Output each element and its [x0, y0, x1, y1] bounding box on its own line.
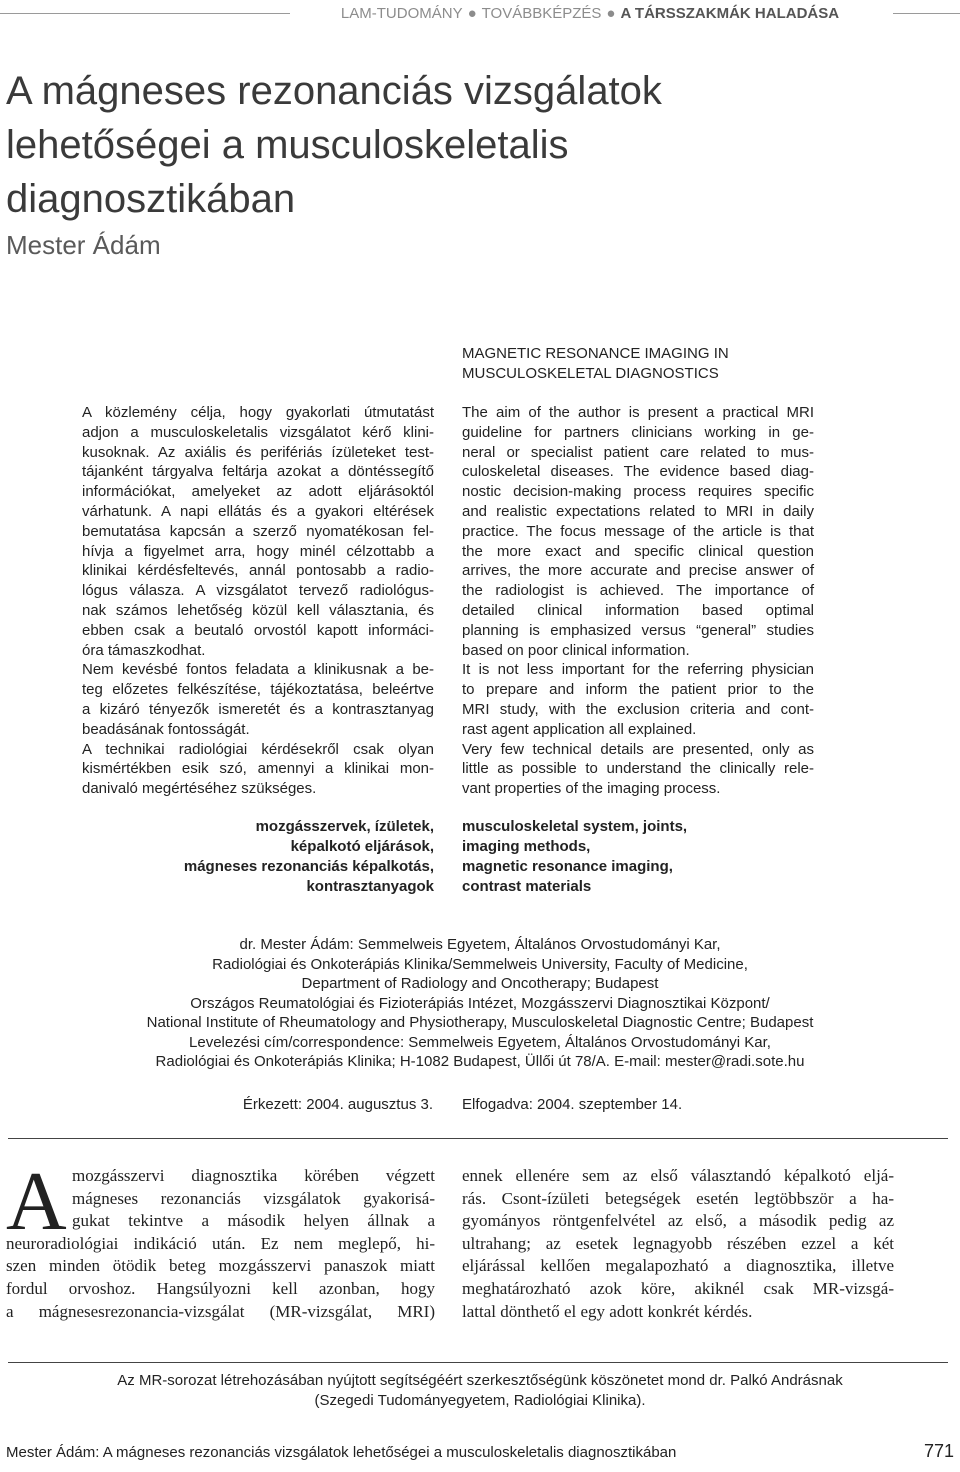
abstract-line: beadásának fontosságát. [82, 720, 250, 738]
english-title-line: MAGNETIC RESONANCE IMAGING IN [462, 345, 729, 362]
keyword-line: képalkotó eljárások, [290, 838, 434, 855]
abstract-line: rast agent application all explained. [462, 720, 697, 738]
header-rule-left [0, 13, 290, 14]
divider [8, 1138, 948, 1139]
abstract-line: neral or specialist patient care related to mus- [462, 443, 814, 461]
affiliation-line: dr. Mester Ádám: Semmelweis Egyetem, Általános Orvostudományi Kar, [239, 936, 721, 953]
article-title [6, 64, 906, 226]
keyword-line: contrast materials [462, 878, 592, 895]
keyword-line: kontrasztanyagok [306, 878, 434, 895]
abstract-line: adjon a musculoskeletalis vizsgálatot kérő klini- [82, 423, 434, 441]
affiliation-line: Radiológiai és Onkoterápiás Klinika; H-1082 Budapest, Üllői út 78/A. E-mail: mester@radi.sote.hu [155, 1053, 805, 1070]
body-line: lattal dönthető el egy adott konkrét kérdés. [462, 1301, 753, 1321]
divider [8, 1362, 948, 1363]
abstract-line: kismértékben esik szó, amennyi a klinikai mon- [82, 760, 434, 778]
keyword-line: musculoskeletal system, joints, [462, 818, 688, 835]
abstract-line: hívja a figyelmet arra, hogy minél célzottabb a [82, 542, 434, 560]
affiliation-line: Department of Radiology and Oncotherapy; Budapest [301, 975, 659, 992]
abstract-hungarian [82, 403, 434, 799]
header-bullet-icon: ● [467, 4, 477, 22]
abstract-line: lógus válasza. A vizsgálatot tervező radiológus- [82, 582, 434, 600]
keyword-line: imaging methods, [462, 838, 591, 855]
header-bullet-icon: ● [606, 4, 616, 22]
header-text [290, 0, 890, 26]
abstract-line: Nem kevésbé fontos feladata a klinikusnak a be- [82, 661, 434, 679]
body-line: a mágnesesrezonancia-vizsgálat (MR-vizsgálat, MRI) [6, 1301, 435, 1321]
abstract-line: Very few technical details are presented, only as [462, 740, 814, 758]
body-line: mágneses rezonanciás vizsgálatok gyakorisá- [72, 1188, 435, 1208]
header-section-2: TOVÁBBKÉPZÉS [481, 4, 602, 22]
acknowledgement-line: Az MR-sorozat létrehozásában nyújtott segítségéért szerkesztőségünk köszönetet mond dr. Palkó Andrásnak [117, 1372, 843, 1389]
abstract-line: practice. The focus message of the article is that [462, 522, 814, 540]
body-line: gukat tekintve a második helyen állnak a [72, 1211, 435, 1231]
abstract-line: planning is emphasized versus “general” studies [462, 621, 814, 639]
abstract-line: arrives, the more accurate and precise answer of [462, 562, 814, 580]
acknowledgement-line: (Szegedi Tudományegyetem, Radiológiai Klinika). [314, 1391, 646, 1409]
title-line: diagnosztikában [6, 177, 296, 221]
keywords-english [462, 817, 814, 897]
abstract-line: óra támaszkodhat. [82, 641, 206, 659]
running-header [0, 0, 960, 28]
abstract-line: információkat, amelyeket az adott eljárásoktól [82, 483, 434, 501]
english-title-line: MUSCULOSKELETAL DIAGNOSTICS [462, 365, 719, 382]
body-line: szen minden ötödik beteg mozgásszervi panaszok miatt [6, 1256, 435, 1276]
abstract-line: kusoknak. Az axiális és perifériás ízületeket test- [82, 443, 434, 461]
abstract-line: danivaló megértéséhez szükséges. [82, 780, 317, 798]
title-line: A mágneses rezonanciás vizsgálatok [6, 69, 662, 113]
abstract-line: bemutatása kapcsán a szerző nyomatékosan fel- [82, 522, 434, 540]
abstract-line: teg előzetes felkészítése, tájékoztatása, beleértve [82, 681, 434, 699]
footer-citation: Mester Ádám: A mágneses rezonanciás vizsgálatok lehetőségei a musculoskeletalis diagnosztikában [6, 1444, 677, 1461]
keyword-line: mozgásszervek, ízületek, [255, 818, 434, 835]
body-line: rás. Csont-ízületi betegségek esetén legtöbbször a ha- [462, 1188, 894, 1208]
english-title [462, 344, 932, 384]
abstract-line: detailed clinical information based optimal [462, 601, 814, 619]
keyword-line: mágneses rezonanciás képalkotás, [183, 858, 434, 875]
abstract-line: A közlemény célja, hogy gyakorlati útmutatást [82, 404, 434, 421]
abstract-line: ebben csak a beutaló orvostól kapott informáci- [82, 621, 434, 639]
abstract-line: the more exact and specific clinical question [462, 542, 814, 560]
abstract-line: nak számos lehetőség közül kell választania, és [82, 601, 434, 619]
abstract-line: guideline for partners clinicians working in ge- [462, 423, 814, 441]
accepted-date: Elfogadva: 2004. szeptember 14. [462, 1096, 683, 1113]
body-line: eljárással kellően megalapozható a diagnosztika, illetve [462, 1256, 894, 1276]
affiliation-line: Országos Reumatológiai és Fizioterápiás Intézet, Mozgásszervi Diagnosztikai Központ/ [190, 994, 770, 1012]
affiliation-line: National Institute of Rheumatology and Physiotherapy, Musculoskeletal Diagnostic Centre; Budapest [146, 1014, 814, 1031]
header-section-1: LAM-TUDOMÁNY [340, 4, 463, 22]
body-line: ultrahang; az esetek legnagyobb részében ezzel a két [462, 1233, 894, 1253]
affiliation-line: Radiológiai és Onkoterápiás Klinika/Semmelweis University, Faculty of Medicine, [212, 955, 748, 973]
abstract-line: nostic decision-making process requires specific [462, 483, 814, 501]
affiliation-line: Levelezési cím/correspondence: Semmelweis Egyetem, Általános Orvostudományi Kar, [189, 1033, 771, 1051]
body-line: mozgásszervi diagnosztika körében végzett [72, 1166, 435, 1185]
drop-cap: A [6, 1155, 67, 1248]
acknowledgement [40, 1371, 920, 1410]
body-line: ennek ellenére sem az első választandó képalkotó eljá- [462, 1166, 894, 1185]
body-line: neuroradiológiai indikáció után. Ez nem meglepő, hi- [6, 1233, 435, 1253]
abstract-line: culoskeletal diseases. The evidence based diag- [462, 463, 814, 481]
keyword-line: magnetic resonance imaging, [462, 858, 673, 875]
abstract-line: and realistic expectations related to MRI in daily [462, 502, 814, 520]
page-number: 771 [923, 1441, 954, 1461]
abstract-line: to prepare and inform the patient prior to the [462, 681, 814, 699]
header-section-3: A TÁRSSZAKMÁK HALADÁSA [620, 4, 840, 22]
abstract-line: It is not less important for the referring physician [462, 661, 814, 679]
header-rule-right [893, 13, 960, 14]
received-date: Érkezett: 2004. augusztus 3. [242, 1096, 433, 1113]
abstract-english [462, 403, 814, 799]
abstract-line: MRI study, with the exclusion criteria and cont- [462, 700, 814, 718]
author-affiliation [40, 935, 920, 1072]
article-author: Mester Ádám [6, 230, 161, 260]
abstract-line: based on poor clinical information. [462, 641, 690, 659]
body-line: gyományos röntgenfelvétel az első, a második pedig az [462, 1211, 894, 1231]
body-column-left [6, 1165, 435, 1323]
abstract-line: vant properties of the imaging process. [462, 780, 721, 798]
abstract-line: A technikai radiológiai kérdésekről csak olyan [82, 740, 434, 758]
title-line: lehetőségei a musculoskeletalis [6, 123, 569, 167]
body-line: fordul orvoshoz. Hangsúlyozni kell azonban, hogy [6, 1278, 435, 1298]
abstract-line: little as possible to understand the clinically rele- [462, 760, 814, 778]
abstract-line: tájanként tárgyalva feltárja azokat a döntéssegítő [82, 463, 434, 481]
abstract-line: várhatunk. A napi ellátás és a gyakori eltérések [82, 502, 434, 520]
body-column-right [462, 1165, 894, 1323]
abstract-line: the radiologist is achieved. The importance of [462, 582, 814, 600]
abstract-line: a kizáró tényezők ismeretét és a kontrasztanyag [82, 700, 434, 718]
abstract-line: The aim of the author is present a practical MRI [462, 404, 814, 421]
keywords-hungarian [82, 817, 434, 897]
abstract-line: klinikai kérdésfeltevés, annál pontosabb a radio- [82, 562, 434, 580]
body-line: meghatározható azok köre, akiknél csak MR-vizsgá- [462, 1278, 894, 1298]
